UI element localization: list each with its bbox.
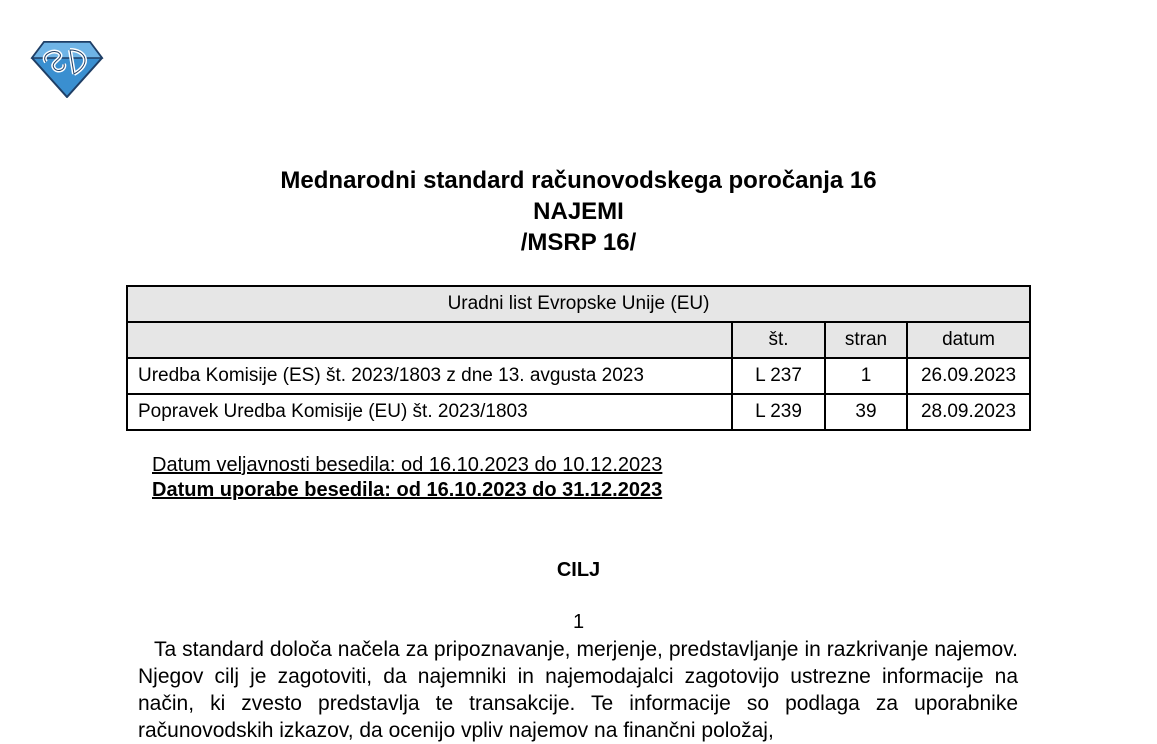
paragraph-text: Ta standard določa načela za pripoznavanje, merjenje, predstavljanje in razkrivanje najemov. Njegov cilj je zagotoviti, da najemniki in najemodajalci zagotovijo ustrezne informacije na način, ki zvesto predstavlja te transakcije. Te informacije so podlaga za uporabnike računovodskih izkazov, da ocenijo vpliv najemov na finančni položaj, — [138, 638, 1018, 742]
column-header: stran — [825, 322, 907, 358]
document-subtitle: NAJEMI — [533, 198, 624, 225]
page-number: 1 — [825, 358, 907, 394]
column-header: datum — [907, 322, 1030, 358]
document-title: Mednarodni standard računovodskega poročanja 16 — [280, 167, 877, 194]
column-header: št. — [732, 322, 825, 358]
validity-dates — [152, 453, 662, 503]
document-code: /MSRP 16/ — [520, 229, 637, 256]
validity-date: Datum veljavnosti besedila: od 16.10.2023 do 10.12.2023 — [152, 454, 663, 476]
regulation-description: Uredba Komisije (ES) št. 2023/1803 z dne 13. avgusta 2023 — [127, 358, 732, 394]
table-header-row — [127, 322, 1030, 358]
journal-number: L 237 — [732, 358, 825, 394]
regulation-description: Popravek Uredba Komisije (EU) št. 2023/1803 — [127, 394, 732, 430]
table-row — [127, 394, 1030, 430]
table-caption-row — [127, 286, 1030, 322]
table-caption: Uradni list Evropske Unije (EU) — [127, 286, 1030, 322]
column-header — [127, 322, 732, 358]
journal-number: L 239 — [732, 394, 825, 430]
diamond-logo-icon — [30, 40, 104, 98]
publication-date: 28.09.2023 — [907, 394, 1030, 430]
section-heading: CILJ — [556, 559, 601, 581]
publication-date: 26.09.2023 — [907, 358, 1030, 394]
page-number: 39 — [825, 394, 907, 430]
official-journal-table — [126, 285, 1031, 431]
application-date: Datum uporabe besedila: od 16.10.2023 do 31.12.2023 — [152, 479, 663, 501]
paragraph-number: 1 — [572, 611, 585, 633]
table-row — [127, 358, 1030, 394]
